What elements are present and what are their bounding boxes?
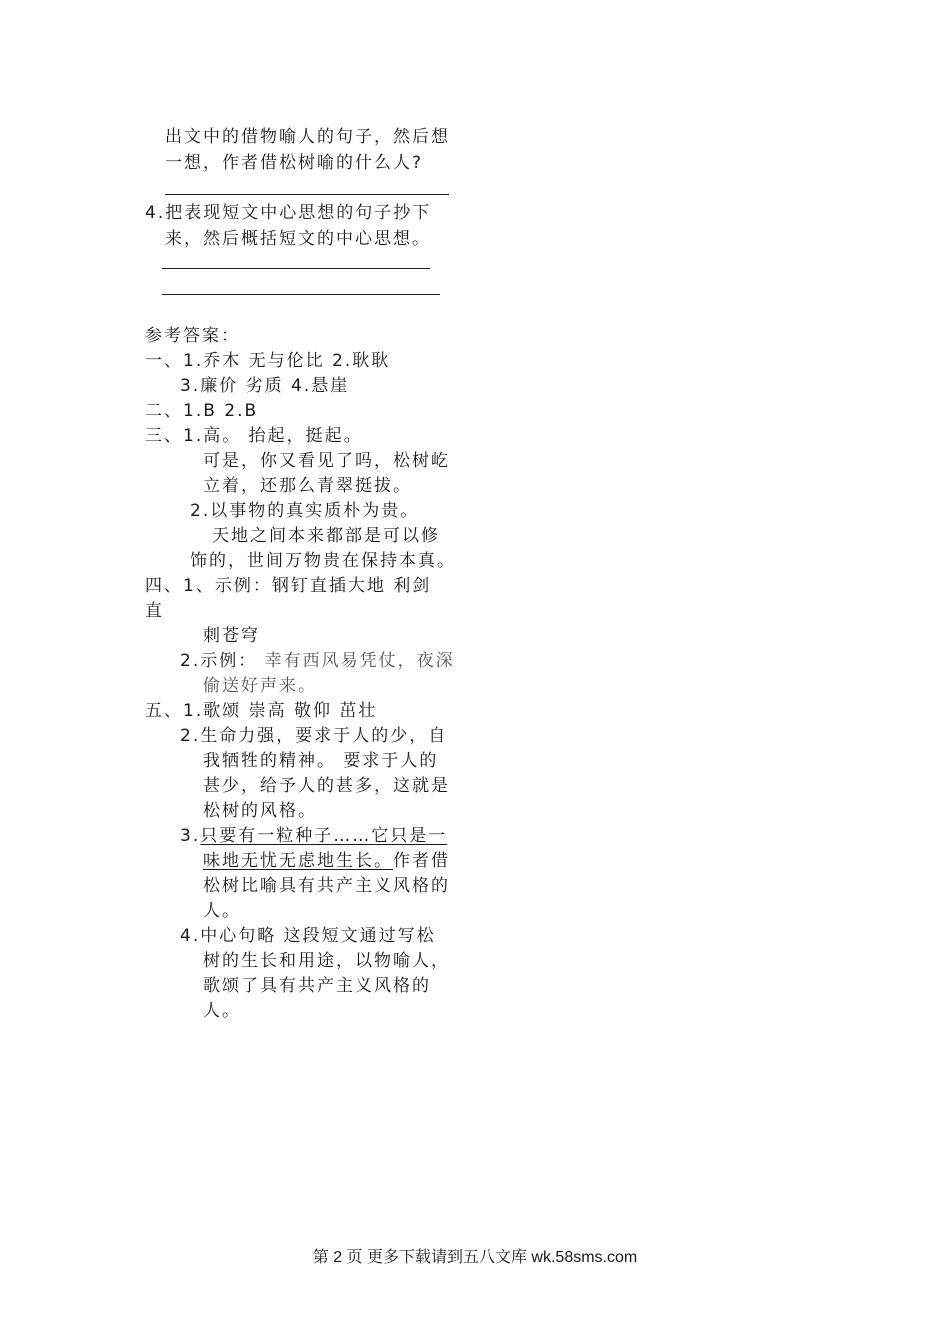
answer-line: 3.廉价 劣质 4.悬崖 <box>180 376 350 396</box>
answer-line: 五、1.歌颂 崇高 敬仰 茁壮 <box>145 701 378 721</box>
answer-line: 2.以事物的真实质朴为贵。 <box>190 501 420 521</box>
answer-line: 歌颂了具有共产主义风格的 <box>203 976 431 996</box>
answer-text-gray: 幸有西风易凭仗，夜深 <box>264 651 455 671</box>
underlined-quote: 味地无忧无虑地生长。 <box>203 851 393 871</box>
answer-line: 松树的风格。 <box>203 801 317 821</box>
answer-line: 四、1、示例：钢钉直插大地 利剑 <box>145 576 432 596</box>
answer-line: 刺苍穹 <box>203 626 260 646</box>
answer-line: 树的生长和用途，以物喻人， <box>203 951 450 971</box>
answer-line: 三、1.高。 抬起，挺起。 <box>145 426 363 446</box>
question-4-line-2: 来，然后概括短文的中心思想。 <box>165 229 431 249</box>
answer-line: 天地之间本来都部是可以修 <box>212 526 440 546</box>
answer-text: 作者借 <box>393 851 450 871</box>
answer-line: 松树比喻具有共产主义风格的 <box>203 876 450 896</box>
answer-line: 饰的，世间万物贵在保持本真。 <box>190 551 456 571</box>
answer-text: 2.示例： <box>180 651 258 671</box>
answer-line: 甚少，给予人的甚多，这就是 <box>203 776 450 796</box>
answer-line: 偷送好声来。 <box>203 676 317 696</box>
answer-heading: 参考答案： <box>145 326 240 346</box>
answer-blank-3 <box>165 194 449 195</box>
answer-line: 人。 <box>203 1001 241 1021</box>
answer-line: 一、1.乔木 无与伦比 2.耿耿 <box>145 351 391 371</box>
question-3-line-1: 出文中的借物喻人的句子，然后想 <box>165 127 450 147</box>
answer-line: 我牺牲的精神。 要求于人的 <box>203 751 439 771</box>
question-3-line-2: 一想，作者借松树喻的什么人? <box>165 153 424 173</box>
page-footer: 第 2 页 更多下载请到五八文库 wk.58sms.com <box>312 1249 638 1266</box>
question-4-line-1: 4.把表现短文中心思想的句子抄下 <box>145 203 432 223</box>
answer-blank-4a <box>162 268 430 269</box>
answer-line: 人。 <box>203 901 241 921</box>
answer-line: 4.中心句略 这段短文通过写松 <box>180 926 436 946</box>
answer-line <box>180 650 455 672</box>
answer-line: 2.生命力强，要求于人的少，自 <box>180 726 448 746</box>
underlined-quote: 只要有一粒种子……它只是一 <box>200 826 448 846</box>
answer-line <box>203 850 450 872</box>
answer-text: 3. <box>180 826 201 846</box>
answer-line: 直 <box>145 601 164 621</box>
answer-blank-4b <box>162 294 440 295</box>
answer-line: 可是，你又看见了吗，松树屹 <box>203 451 450 471</box>
answer-line: 二、1.B 2.B <box>145 401 259 421</box>
answer-line: 立着，还那么青翠挺拔。 <box>203 476 412 496</box>
answer-line <box>180 825 447 847</box>
